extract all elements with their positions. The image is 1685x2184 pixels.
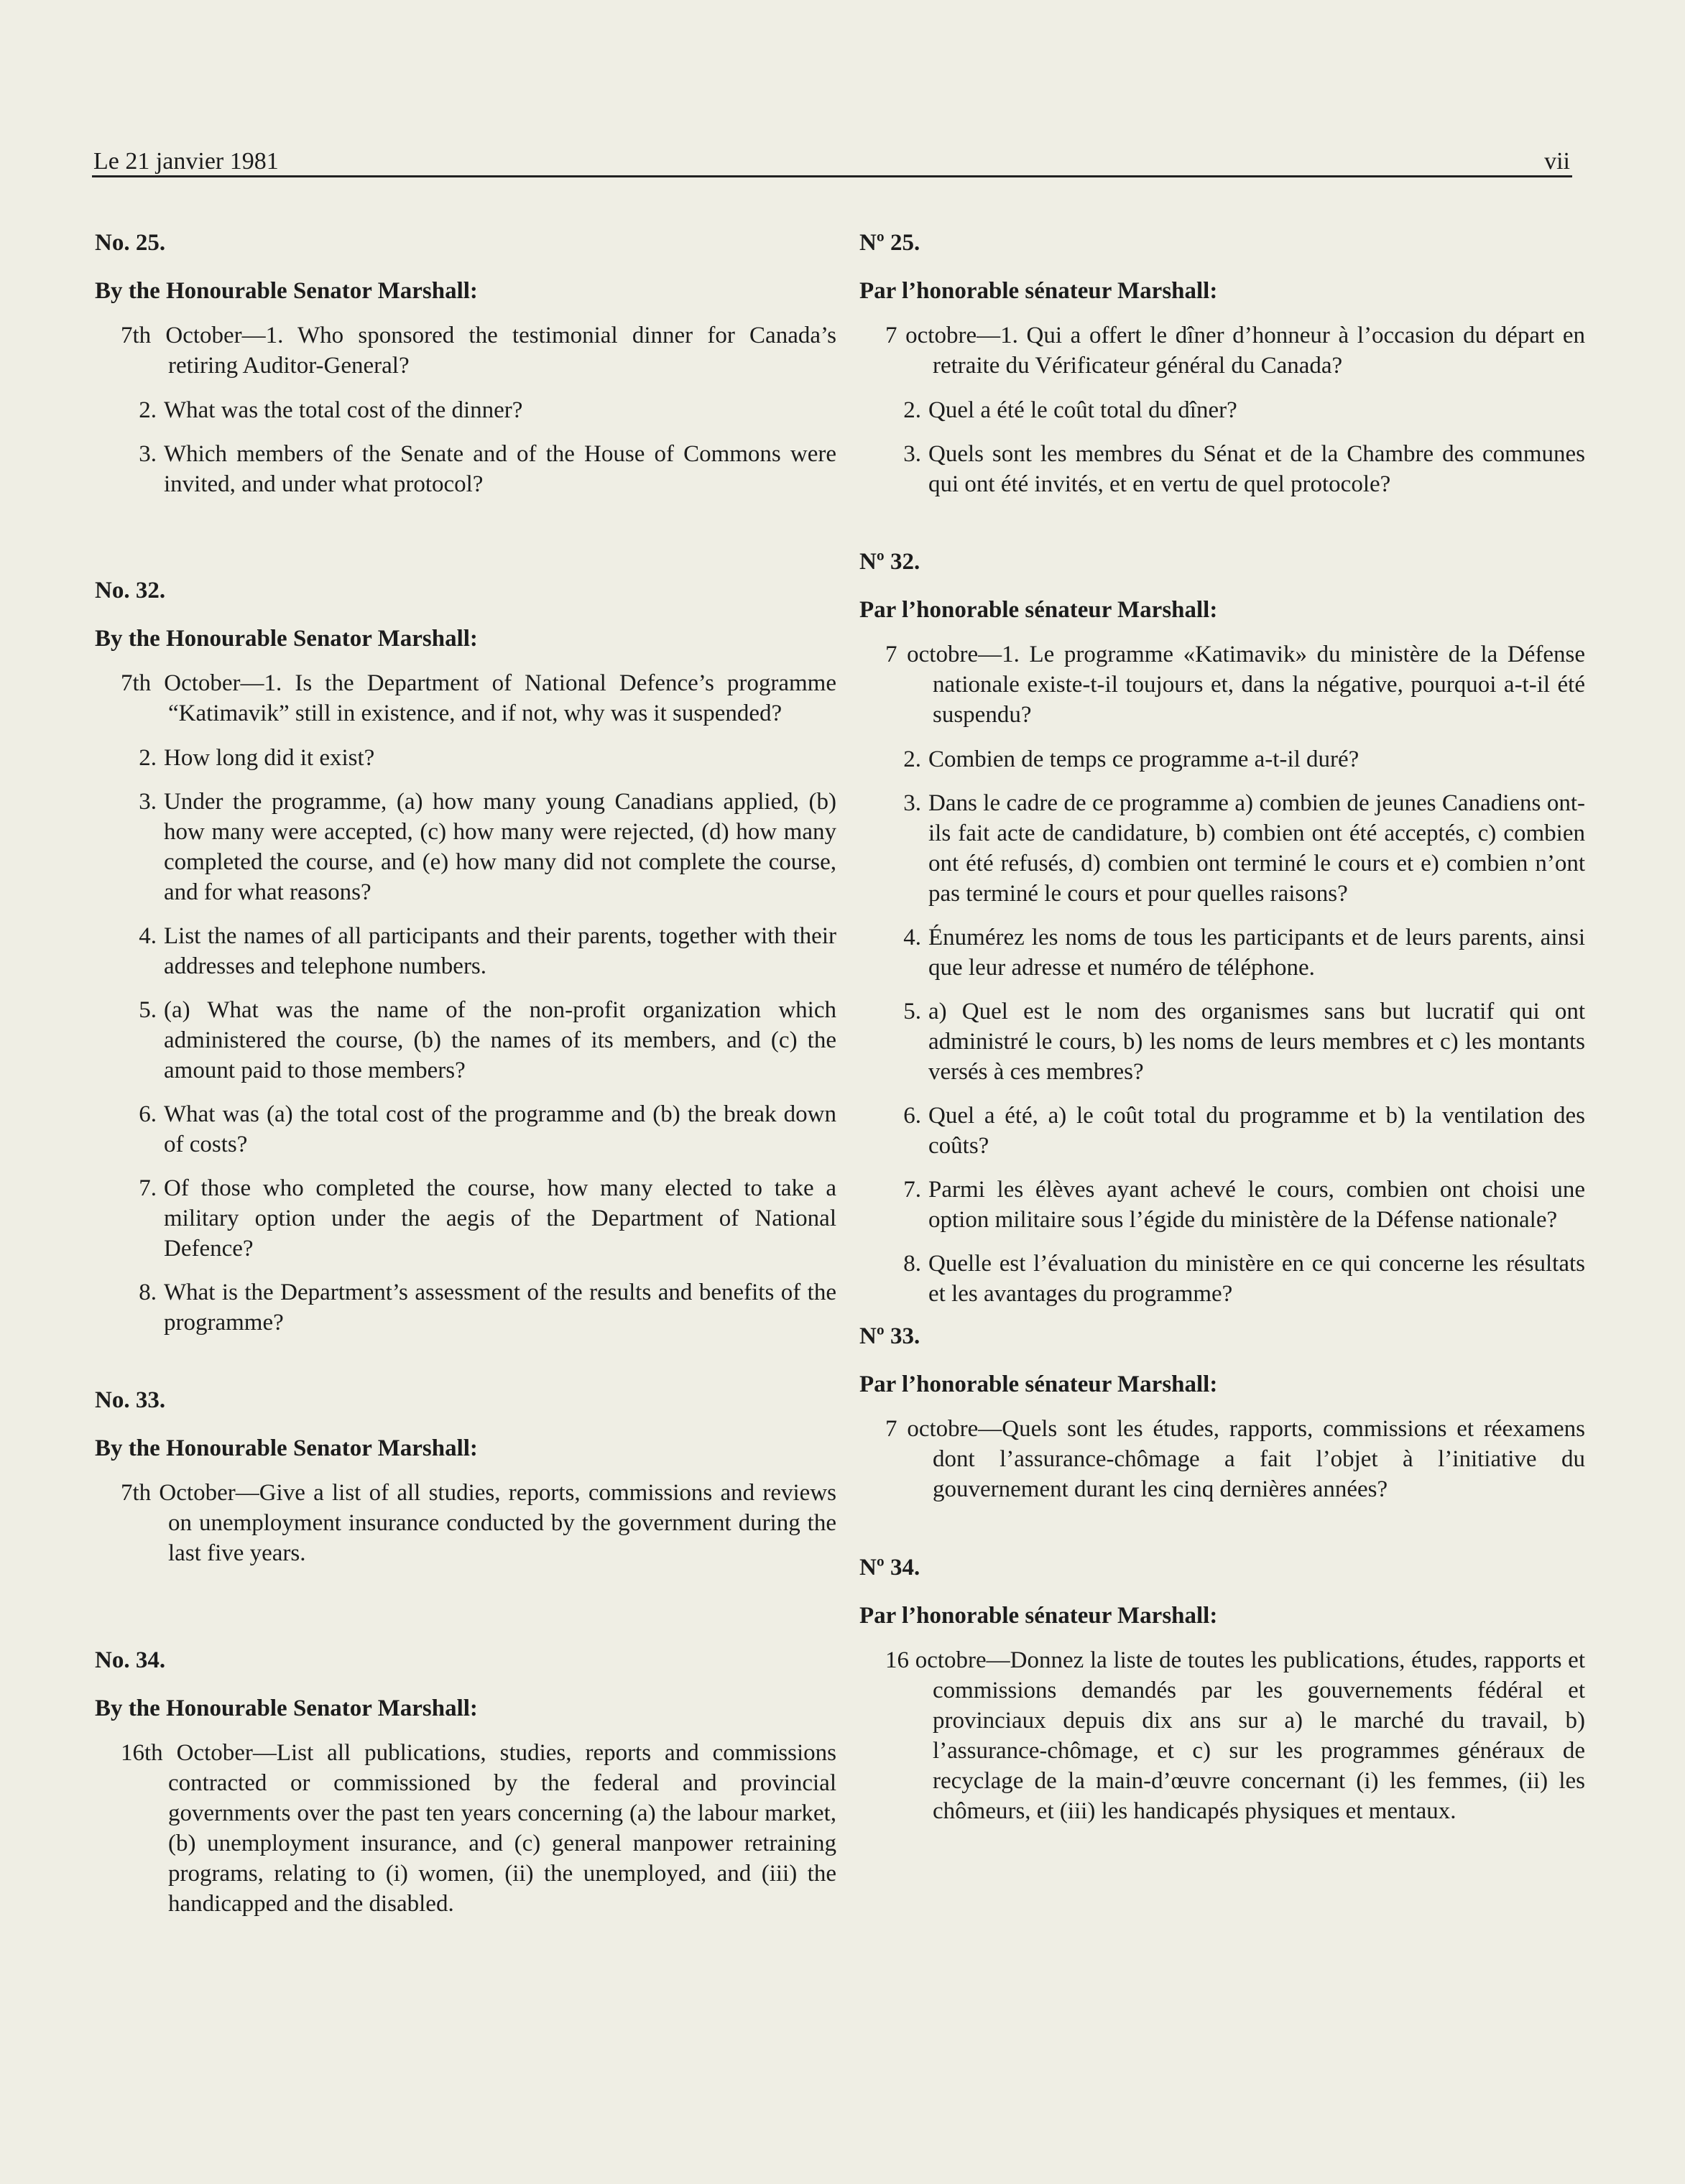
item-text: Parmi les élèves ayant achevé le cours, combien ont choisi une option militaire sous l’égide du ministère de la Défense nationale? xyxy=(928,1177,1585,1233)
question-intro: 7 octobre—1. Qui a offert le dîner d’honneur à l’occasion du départ en retraite du Vérificateur général du Canada? xyxy=(885,323,1585,379)
item-number: 2. xyxy=(139,397,157,423)
question-item xyxy=(859,996,1585,1087)
question-no-25-fr xyxy=(859,230,1585,499)
item-number: 5. xyxy=(139,997,157,1023)
item-text: Quel a été le coût total du dîner? xyxy=(928,397,1237,423)
spacer xyxy=(859,513,1585,535)
question-no-32-en xyxy=(95,578,836,1338)
item-text: Quel a été, a) le coût total du programme et b) la ventilation des coûts? xyxy=(928,1103,1585,1159)
french-column xyxy=(859,216,1585,1841)
question-item xyxy=(859,439,1585,499)
question-item xyxy=(859,1101,1585,1161)
page-number: vii xyxy=(1544,148,1570,175)
question-item xyxy=(95,921,836,981)
item-number: 3. xyxy=(139,441,157,467)
question-item xyxy=(95,439,836,499)
item-number: 2. xyxy=(903,746,921,772)
question-item xyxy=(859,1249,1585,1309)
item-text: Quelle est l’évaluation du ministère en ce qui concerne les résultats et les avantages du programme? xyxy=(928,1251,1585,1307)
question-intro: 7th October—1. Who sponsored the testimonial dinner for Canada’s retiring Auditor-General? xyxy=(121,323,836,379)
question-author: Par l’honorable sénateur Marshall: xyxy=(859,597,1218,623)
item-number: 4. xyxy=(139,923,157,949)
item-text: Quels sont les membres du Sénat et de la Chambre des communes qui ont été invités, et en vertu de quel protocole? xyxy=(928,441,1585,497)
question-author: Par l’honorable sénateur Marshall: xyxy=(859,1603,1218,1629)
question-no-32-fr xyxy=(859,549,1585,1309)
question-author: By the Honourable Senator Marshall: xyxy=(95,626,478,652)
question-author: Par l’honorable sénateur Marshall: xyxy=(859,278,1218,304)
question-number: No. 33. xyxy=(95,1387,166,1413)
item-text: Combien de temps ce programme a-t-il duré? xyxy=(928,746,1359,772)
item-number: 7. xyxy=(139,1175,157,1201)
spacer xyxy=(95,1583,836,1633)
header-rule xyxy=(92,175,1572,177)
item-text: List the names of all participants and their parents, together with their addresses and telephone numbers. xyxy=(164,923,836,979)
item-number: 6. xyxy=(139,1101,157,1127)
item-text: Under the programme, (a) how many young Canadians applied, (b) how many were accepted, (c) how many were rejected, (d) how many completed the course, and (e) how many did not complete the course, and for what reasons? xyxy=(164,789,836,905)
question-item xyxy=(95,395,836,425)
spacer xyxy=(95,1351,836,1373)
item-number: 2. xyxy=(903,397,921,423)
item-text: Which members of the Senate and of the House of Commons were invited, and under what protocol? xyxy=(164,441,836,497)
question-no-33-fr xyxy=(859,1323,1585,1504)
header-date: Le 21 janvier 1981 xyxy=(93,148,279,175)
question-item xyxy=(859,788,1585,909)
item-text: Dans le cadre de ce programme a) combien de jeunes Canadiens ont-ils fait acte de candidature, b) combien ont été acceptés, c) combien ont été refusés, d) combien ont terminé le cours et e) combien n’ont pas terminé le cours et pour quelles raisons? xyxy=(928,790,1585,907)
question-item xyxy=(859,1175,1585,1235)
question-author: Par l’honorable sénateur Marshall: xyxy=(859,1371,1218,1397)
question-item xyxy=(95,743,836,773)
item-text: Énumérez les noms de tous les participants et de leurs parents, ainsi que leur adresse et numéro de téléphone. xyxy=(928,925,1585,981)
item-text: Of those who completed the course, how many elected to take a military option under the aegis of the Department of National Defence? xyxy=(164,1175,836,1262)
item-number: 8. xyxy=(903,1251,921,1277)
spacer xyxy=(95,513,836,563)
item-number: 5. xyxy=(903,999,921,1024)
question-number: Nº 32. xyxy=(859,549,920,575)
question-number: No. 32. xyxy=(95,578,166,603)
question-author: By the Honourable Senator Marshall: xyxy=(95,278,478,304)
item-text: What was (a) the total cost of the programme and (b) the break down of costs? xyxy=(164,1101,836,1157)
question-no-33-en xyxy=(95,1387,836,1568)
item-number: 4. xyxy=(903,925,921,950)
question-number: Nº 33. xyxy=(859,1323,920,1349)
question-number: Nº 25. xyxy=(859,230,920,256)
item-number: 3. xyxy=(139,789,157,815)
question-author: By the Honourable Senator Marshall: xyxy=(95,1695,478,1721)
question-item xyxy=(859,744,1585,774)
question-intro: 16th October—List all publications, studies, reports and commissions contracted or commissioned by the federal and provincial governments over the past ten years concerning (a) the labour market, (b) unemployment insurance, and (c) general manpower retraining programs, relating to (i) women, (ii) the unemployed, and (iii) the handicapped and the disabled. xyxy=(121,1740,836,1917)
question-intro: 7th October—1. Is the Department of National Defence’s programme “Katimavik” still in existence, and if not, why was it suspended? xyxy=(121,670,836,726)
question-number: No. 34. xyxy=(95,1647,166,1673)
item-number: 8. xyxy=(139,1280,157,1305)
item-text: a) Quel est le nom des organismes sans but lucratif qui ont administré le cours, b) les noms de leurs membres et c) les montants versés à ces membres? xyxy=(928,999,1585,1085)
item-text: What was the total cost of the dinner? xyxy=(164,397,523,423)
item-number: 7. xyxy=(903,1177,921,1203)
question-intro: 16 octobre—Donnez la liste de toutes les publications, études, rapports et commissions demandés par les gouvernements fédéral et provinciaux depuis dix ans sur a) le marché du travail, b) l’assurance-chômage, et c) sur les programmes généraux de recyclage de la main-d’œuvre concernant (i) les femmes, (ii) les chômeurs, et (iii) les handicapés physiques et mentaux. xyxy=(885,1647,1585,1824)
question-item xyxy=(95,1277,836,1338)
question-no-34-en xyxy=(95,1647,836,1919)
question-number: Nº 34. xyxy=(859,1555,920,1581)
question-intro: 7 octobre—1. Le programme «Katimavik» du ministère de la Défense nationale existe-t-il toujours et, dans la négative, pourquoi a-t-il été suspendu? xyxy=(885,642,1585,728)
question-item xyxy=(859,922,1585,983)
item-text: (a) What was the name of the non-profit organization which administered the course, (b) the names of its members, and (c) the amount paid to those members? xyxy=(164,997,836,1083)
question-item xyxy=(859,395,1585,425)
item-text: How long did it exist? xyxy=(164,745,375,771)
question-item xyxy=(95,1099,836,1160)
question-number: No. 25. xyxy=(95,230,166,256)
item-number: 6. xyxy=(903,1103,921,1129)
question-item xyxy=(95,787,836,907)
question-author: By the Honourable Senator Marshall: xyxy=(95,1435,478,1461)
question-no-25-en xyxy=(95,230,836,499)
question-intro: 7th October—Give a list of all studies, reports, commissions and reviews on unemployment insurance conducted by the government during the last five years. xyxy=(121,1480,836,1566)
english-column xyxy=(95,216,836,1933)
item-text: What is the Department’s assessment of the results and benefits of the programme? xyxy=(164,1280,836,1336)
item-number: 2. xyxy=(139,745,157,771)
question-no-34-fr xyxy=(859,1555,1585,1826)
question-item xyxy=(95,995,836,1086)
item-number: 3. xyxy=(903,790,921,816)
item-number: 3. xyxy=(903,441,921,467)
question-item xyxy=(95,1173,836,1264)
spacer xyxy=(859,1519,1585,1540)
question-intro: 7 octobre—Quels sont les études, rapports, commissions et réexamens dont l’assurance-chômage a fait l’objet à l’initiative du gouvernement durant les cinq dernières années? xyxy=(885,1416,1585,1502)
